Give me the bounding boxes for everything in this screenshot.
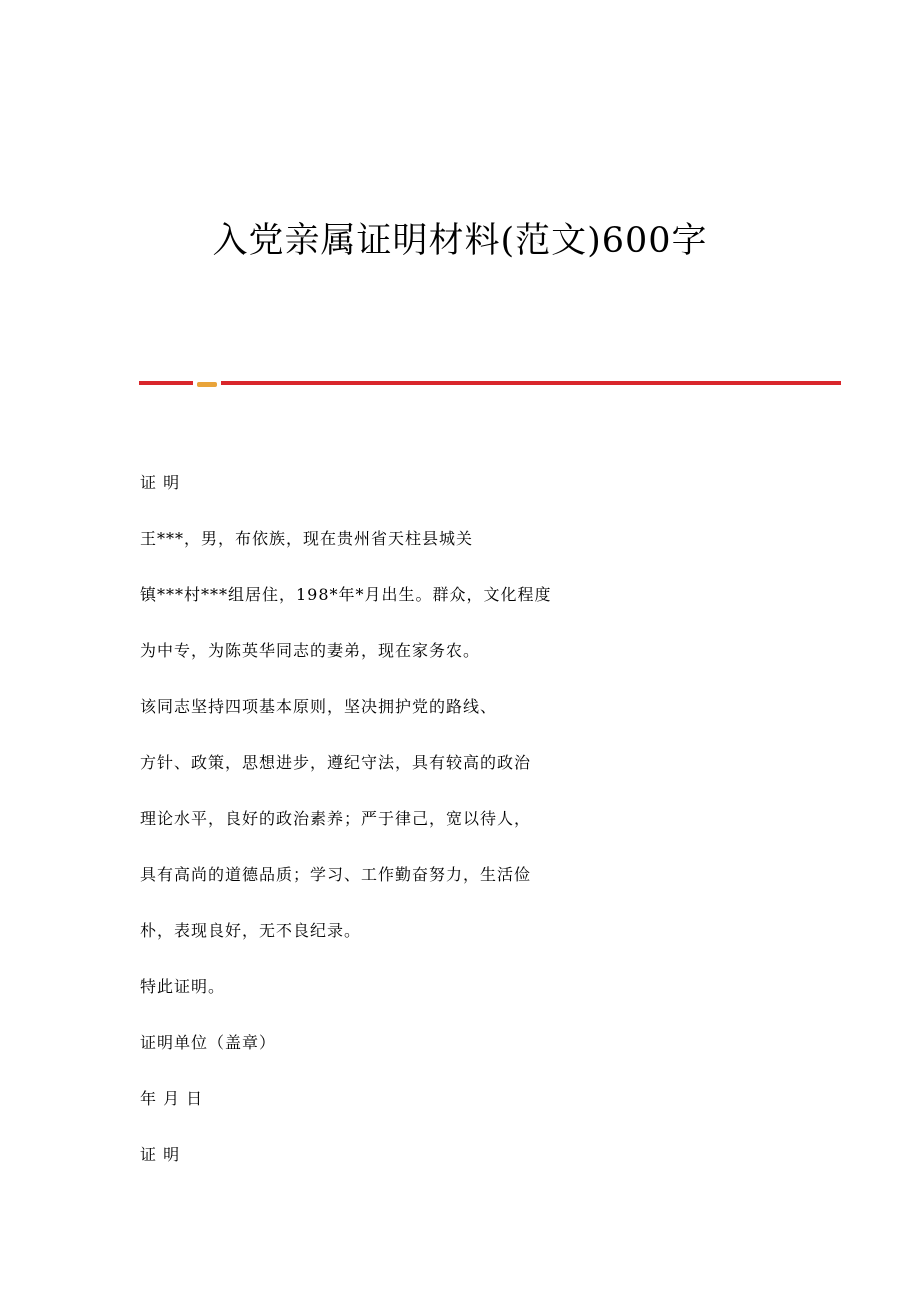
date-line: 年 月 日 [140,1089,204,1108]
body-line-8: 朴，表现良好，无不良纪录。 [140,921,362,940]
body-line-1: 王***，男，布依族，现在贵州省天柱县城关 [140,529,474,548]
body-line-3: 为中专，为陈英华同志的妻弟，现在家务农。 [140,641,481,660]
document-title: 入党亲属证明材料(范文)600字 [212,221,708,261]
divider-ornament-icon [197,382,217,387]
closing-statement: 特此证明。 [140,977,226,996]
body-line-5: 方针、政策，思想进步，遵纪守法，具有较高的政治 [140,753,532,772]
body-line-6: 理论水平，良好的政治素养；严于律己，宽以待人， [140,809,532,828]
heading-certificate-2: 证 明 [140,1145,181,1164]
body-line-7: 具有高尚的道德品质；学习、工作勤奋努力，生活俭 [140,865,532,884]
heading-certificate: 证 明 [140,473,181,492]
divider-left-bar [139,381,193,385]
body-line-2: 镇***村***组居住，198*年*月出生。群众，文化程度 [140,585,552,604]
title-divider [139,379,841,389]
body-line-4: 该同志坚持四项基本原则，坚决拥护党的路线、 [140,697,498,716]
divider-right-bar [221,381,841,385]
issuing-unit-seal: 证明单位（盖章） [140,1033,277,1052]
